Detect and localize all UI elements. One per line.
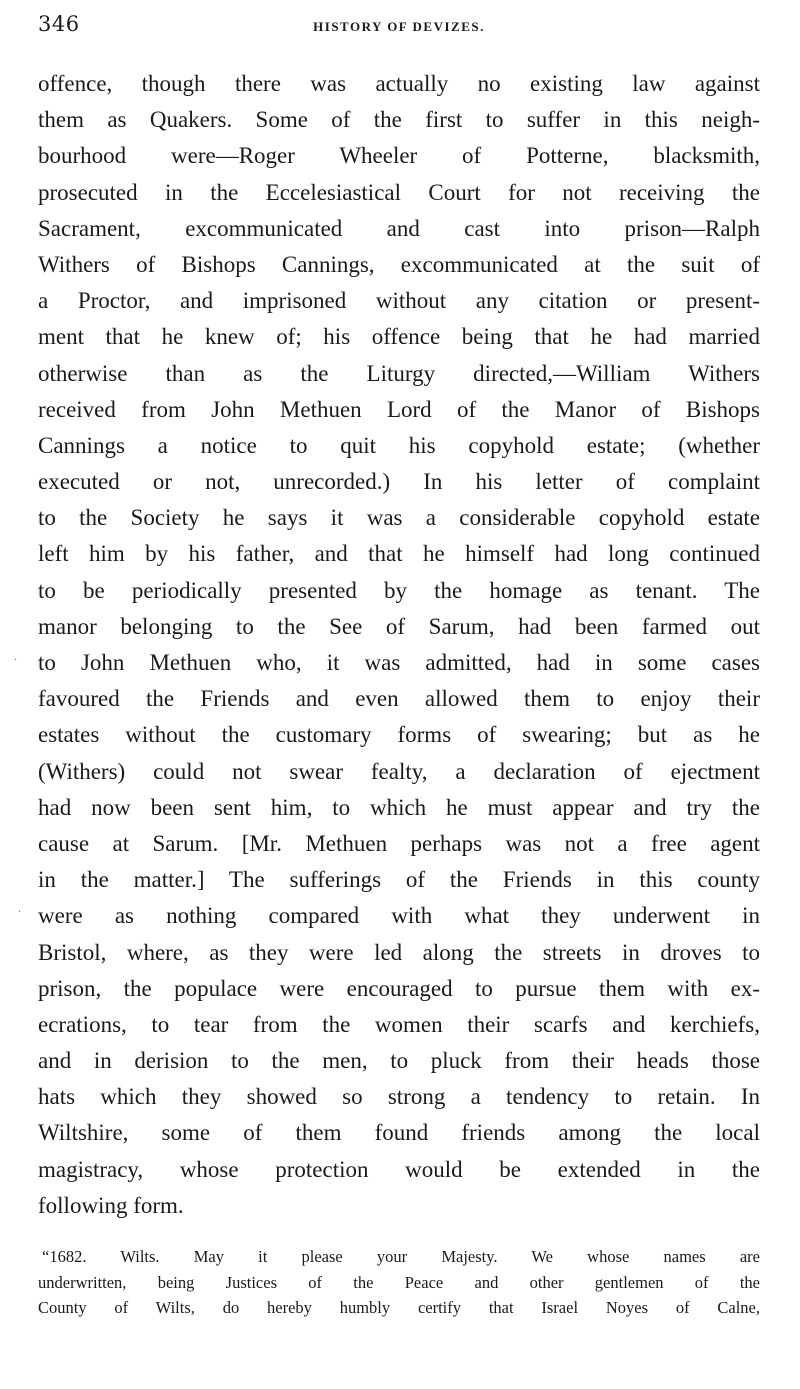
margin-speck: · xyxy=(18,907,22,918)
body-line: bourhood were—Roger Wheeler of Potterne, blacksmith, xyxy=(38,143,760,169)
body-line: had now been sent him, to which he must appear and try the xyxy=(38,794,760,820)
body-line: estates without the customary forms of swearing; but as he xyxy=(38,722,760,748)
body-line: received from John Methuen Lord of the Manor of Bishops xyxy=(38,396,760,422)
body-line: Withers of Bishops Cannings, excommunicated at the suit of xyxy=(38,251,760,277)
body-line: prison, the populace were encouraged to pursue them with ex- xyxy=(38,975,760,1001)
body-line: to the Society he says it was a considerable copyhold estate xyxy=(38,505,760,531)
footnote-line: County of Wilts, do hereby humbly certify that Israel Noyes of Calne, xyxy=(38,1298,760,1317)
body-line: Wiltshire, some of them found friends among the local xyxy=(38,1120,760,1146)
body-line: prosecuted in the Eccelesiastical Court for not receiving the xyxy=(38,179,760,205)
body-line: them as Quakers. Some of the first to suffer in this neigh- xyxy=(38,107,760,133)
body-line: offence, though there was actually no existing law against xyxy=(38,71,760,96)
body-line: a Proctor, and imprisoned without any citation or present- xyxy=(38,288,760,314)
body-line: ecrations, to tear from the women their scarfs and kerchiefs, xyxy=(38,1011,760,1037)
footnote-line: underwritten, being Justices of the Peace and other gentlemen of the xyxy=(38,1272,760,1292)
body-line: Sacrament, excommunicated and cast into prison—Ralph xyxy=(38,215,760,241)
body-line: Bristol, where, as they were led along the streets in droves to xyxy=(38,939,760,965)
body-line: and in derision to the men, to pluck from their heads those xyxy=(38,1048,760,1074)
page-number: 346 xyxy=(38,12,80,36)
running-title: HISTORY OF DEVIZES. xyxy=(313,19,485,34)
body-line: manor belonging to the See of Sarum, had been farmed out xyxy=(38,613,760,639)
footnote xyxy=(38,1244,760,1321)
body-line: magistracy, whose protection would be extended in the xyxy=(38,1156,760,1182)
body-line: favoured the Friends and even allowed them to enjoy their xyxy=(38,686,760,712)
body-line: to John Methuen who, it was admitted, had in some cases xyxy=(38,650,760,675)
body-line: were as nothing compared with what they underwent in xyxy=(38,903,760,929)
footnote-line: “1682. Wilts. May it please your Majesty. We whose names are xyxy=(42,1247,760,1266)
body-line: cause at Sarum. [Mr. Methuen perhaps was not a free agent xyxy=(38,830,760,856)
body-line: otherwise than as the Liturgy directed,—William Withers xyxy=(38,360,760,386)
body-line: (Withers) could not swear fealty, a declaration of ejectment xyxy=(38,758,760,784)
body-text xyxy=(38,66,760,1224)
body-line: in the matter.] The sufferings of the Friends in this county xyxy=(38,867,760,893)
body-line: left him by his father, and that he himself had long continued xyxy=(38,541,760,567)
running-head xyxy=(38,12,760,42)
body-line: following form. xyxy=(38,1192,184,1218)
body-line: hats which they showed so strong a tendency to retain. In xyxy=(38,1084,760,1110)
margin-speck: · xyxy=(14,655,18,666)
body-line: to be periodically presented by the homage as tenant. The xyxy=(38,577,760,603)
body-line: Cannings a notice to quit his copyhold estate; (whether xyxy=(38,432,760,458)
body-line: executed or not, unrecorded.) In his letter of complaint xyxy=(38,469,760,495)
body-line: ment that he knew of; his offence being that he had married xyxy=(38,324,760,350)
